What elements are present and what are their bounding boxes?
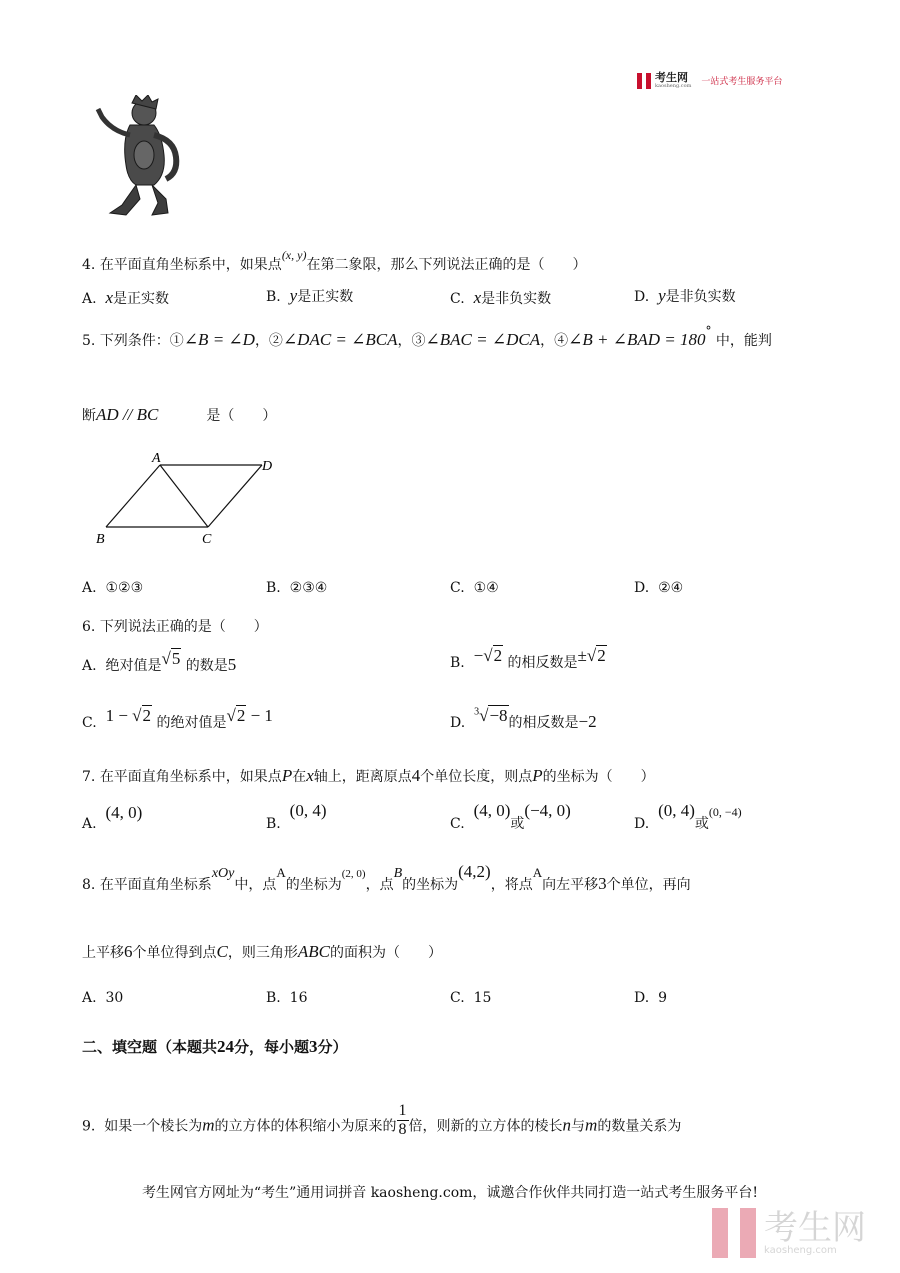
logo-domain: kaosheng.com [655,83,692,89]
q4-option-c[interactable]: C. x是非负实数 [450,288,552,307]
q6-option-d[interactable]: D. $^3$√−8的相反数是−2 [450,706,597,731]
fig-label-c: C [202,532,212,547]
watermark-name: 考生网 [764,1207,866,1248]
q7-option-c[interactable]: C. (4, 0)或(−4, 0) [450,801,571,832]
q8-stem-line2: 上平移6个单位得到点C，则三角形ABC的面积为（ ） [82,942,442,961]
q8-option-c[interactable]: C. 15 [450,990,492,1006]
q9-stem: 9. 如果一个棱长为m的立方体的体积缩小为原来的 $\frac{1}{8}$ 倍，则新的立方体的棱长n与m的数量关系为 [82,1102,682,1138]
q4-option-d[interactable]: D. y是非负实数 [634,286,736,305]
q8-option-d[interactable]: D. 9 [634,990,668,1006]
q4-point: (x, y) [281,248,307,262]
logo-icon [637,73,651,89]
q6-option-c[interactable]: C. 1 − √2 的绝对值是√2 − 1 [82,706,273,731]
logo-slogan: 一站式考生服务平台 [701,77,783,87]
q7-option-a[interactable]: A. (4, 0) [82,803,143,832]
q5-option-d[interactable]: D. ②④ [634,580,684,596]
q8-option-a[interactable]: A. 30 [82,990,124,1006]
q5-stem-line2: 断AD // BC 是（ ） [82,405,277,424]
q5-option-b[interactable]: B. ②③④ [266,580,328,596]
q8-stem: 8. 在平面直角坐标系xOy中，点A的坐标为(2, 0)，点B的坐标为(4,2)，将点A向左平移3个单位，再向 [82,862,691,893]
fig-label-d: D [262,459,273,474]
q5-stem: 5. 下列条件：①∠B = ∠D，②∠DAC = ∠BCA，③∠BAC = ∠DCA，④∠B + ∠BAD = 180° 中，能判 [82,324,772,349]
q4-option-a[interactable]: A. x是正实数 [82,288,170,307]
q5-parallelogram-figure [92,446,282,550]
q7-stem: 7. 在平面直角坐标系中，如果点P在x轴上，距离原点4个单位长度，则点P的坐标为（ ） [82,766,655,785]
q6-option-b[interactable]: B. −√2 的相反数是±√2 [450,646,606,671]
q5-option-c[interactable]: C. ①④ [450,580,499,596]
header-logo [637,72,782,89]
q8-option-b[interactable]: B. 16 [266,990,308,1006]
q9-fraction: $\frac{1}{8}$ [398,1102,407,1138]
q7-option-b[interactable]: B. (0, 4) [266,801,327,832]
footer-text: 考生网官方网址为“考生”通用词拼音 kaosheng.com，诚邀合作伙伴共同打造一站式考生服务平台! [141,1185,759,1201]
q5-option-a[interactable]: A. ①②③ [82,580,144,596]
fig-label-b: B [96,532,105,547]
q4-option-b[interactable]: B. y是正实数 [266,286,354,305]
watermark-domain: kaosheng.com [764,1244,837,1256]
watermark-logo-icon [712,1208,756,1258]
q7-option-d[interactable]: D. (0, 4)或(0, −4) [634,801,742,832]
watermark [712,1208,866,1258]
section2-heading: 二、填空题（本题共24分，每小题3分） [82,1037,348,1056]
q6-option-a[interactable]: A. 绝对值是√5 的数是5 [82,649,237,674]
logo-name: 考生网 [655,71,688,84]
q4-stem: 4. 在平面直角坐标系中，如果点(x, y)在第二象限，那么下列说法正确的是（ ） [82,248,587,273]
puppet-figure-image [92,95,187,220]
q6-stem: 6. 下列说法正确的是（ ） [82,619,268,635]
fig-label-a: A [152,451,161,466]
